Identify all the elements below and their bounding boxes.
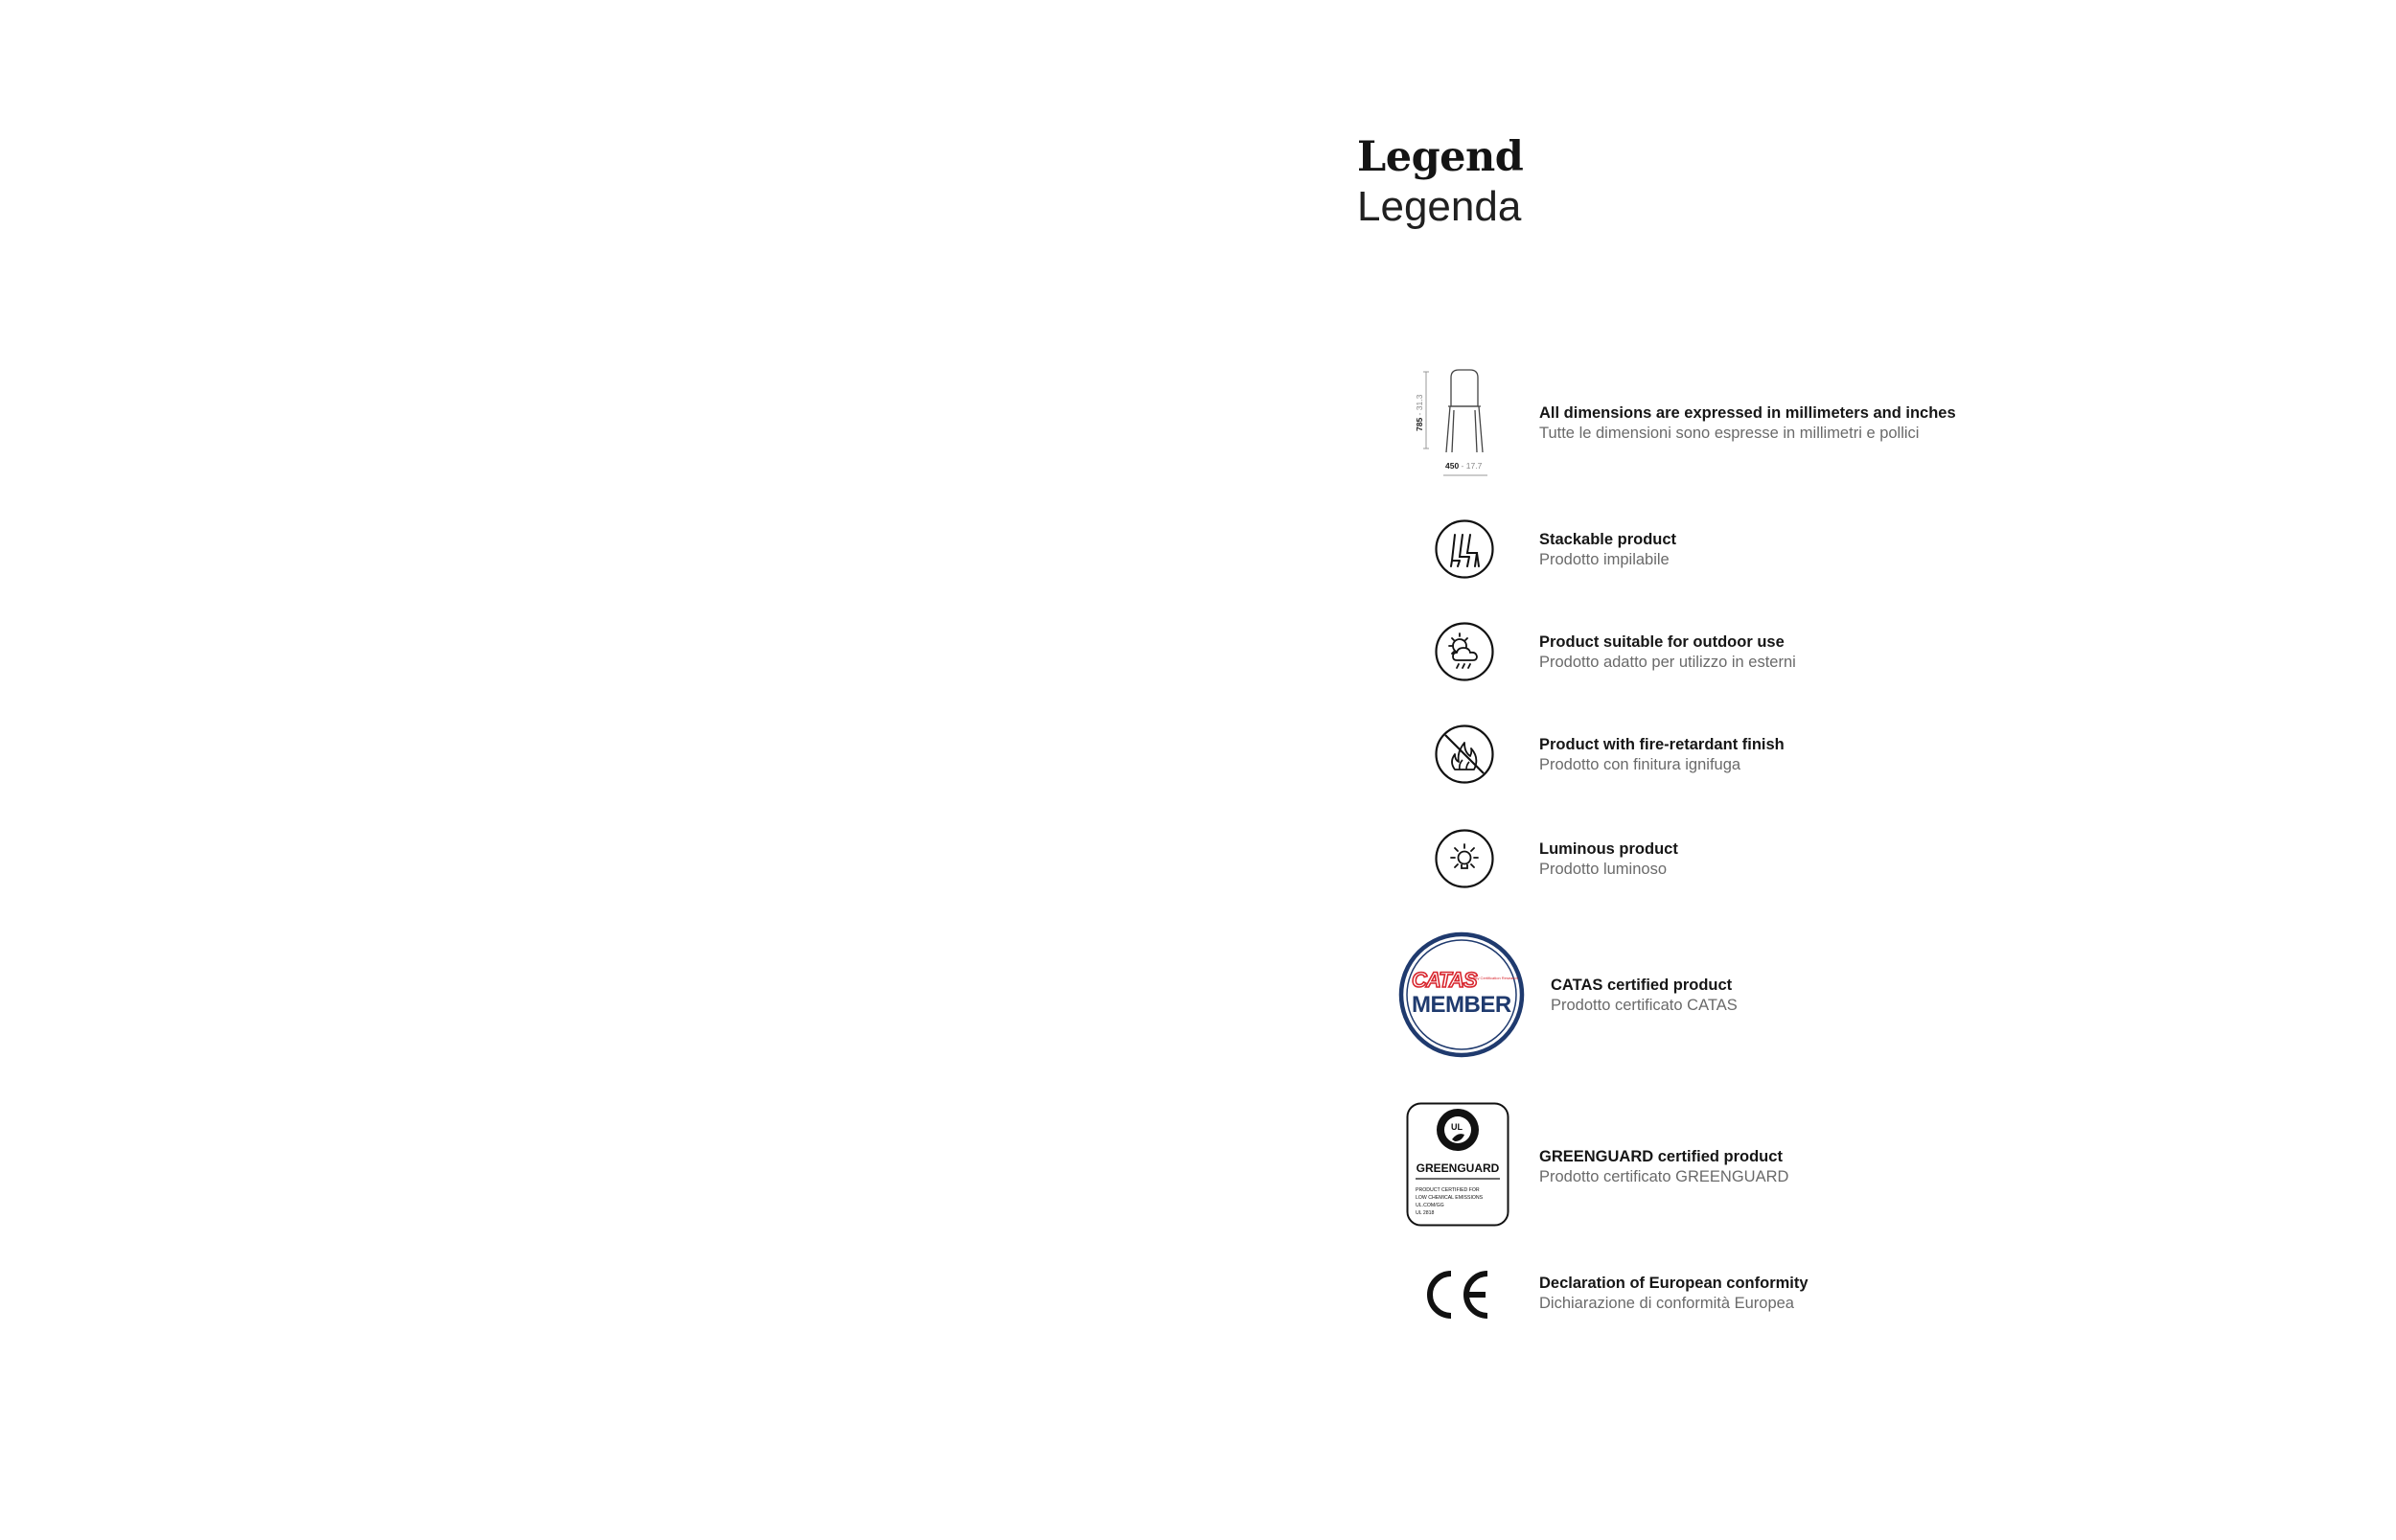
legend-item-label-it: Prodotto luminoso	[1539, 861, 1667, 878]
chair-dimensions-icon	[1407, 364, 1503, 479]
dimension-height-mm: 785	[1415, 417, 1424, 431]
legend-item-label-en: All dimensions are expressed in millimeters and inches	[1539, 404, 1956, 422]
legend-item-label-en: CATAS certified product	[1551, 977, 1733, 994]
legend-item-label-it: Prodotto adatto per utilizzo in esterni	[1539, 654, 1796, 671]
title-english: Legend	[1357, 133, 1524, 181]
greenguard-fine-print-3: UL.COM/GG	[1416, 1203, 1444, 1208]
catas-logo-text: CATAS	[1412, 968, 1477, 992]
legend-item-label-en: Product with fire-retardant finish	[1539, 736, 1785, 753]
page-title	[1357, 132, 1523, 232]
legend-item-outdoor	[1539, 632, 1796, 673]
legend-item-fire-retardant	[1539, 735, 1785, 775]
fire-retardant-icon	[1434, 724, 1495, 785]
catas-logo-tagline: Quality Certification Research	[1467, 976, 1518, 980]
dimension-width-mm: 450	[1445, 461, 1460, 471]
catas-member-logo	[1398, 931, 1525, 1058]
legend-item-label-it: Prodotto con finitura ignifuga	[1539, 756, 1741, 773]
legend-item-ce	[1539, 1274, 1809, 1314]
greenguard-name: GREENGUARD	[1416, 1161, 1500, 1175]
svg-text:450 - 17.7: 450 - 17.7	[1445, 461, 1483, 471]
legend-item-label-en: Luminous product	[1539, 840, 1678, 858]
dimension-height-in: 31.3	[1415, 394, 1424, 411]
legend-item-label-en: Declaration of European conformity	[1539, 1275, 1809, 1292]
legend-item-greenguard	[1539, 1147, 1788, 1187]
light-bulb-icon	[1434, 828, 1495, 889]
legend-item-label-it: Dichiarazione di conformità Europea	[1539, 1295, 1794, 1312]
ul-mark: UL	[1451, 1122, 1463, 1132]
legend-item-dimensions	[1539, 403, 1956, 444]
stackable-icon	[1434, 518, 1495, 580]
legend-item-label-it: Prodotto certificato CATAS	[1551, 997, 1738, 1014]
catas-logo-member: MEMBER	[1412, 992, 1511, 1018]
dimension-width-in: 17.7	[1465, 461, 1483, 471]
greenguard-fine-print-4: UL 2818	[1416, 1210, 1435, 1216]
legend-item-luminous	[1539, 839, 1678, 880]
legend-item-label-it: Prodotto impilabile	[1539, 551, 1670, 568]
svg-text:785 - 31.3: 785 - 31.3	[1415, 394, 1424, 431]
legend-item-label-en: GREENGUARD certified product	[1539, 1148, 1783, 1165]
title-italian: Legenda	[1357, 183, 1522, 230]
ce-mark-icon	[1420, 1268, 1493, 1322]
greenguard-fine-print-1: PRODUCT CERTIFIED FOR	[1416, 1187, 1480, 1193]
legend-item-label-en: Stackable product	[1539, 531, 1677, 548]
legend-item-stackable	[1539, 530, 1676, 570]
legend-item-label-it: Prodotto certificato GREENGUARD	[1539, 1168, 1789, 1185]
legend-item-label-en: Product suitable for outdoor use	[1539, 633, 1785, 651]
greenguard-fine-print-2: LOW CHEMICAL EMISSIONS	[1416, 1195, 1484, 1201]
legend-item-catas	[1551, 976, 1738, 1016]
greenguard-logo	[1406, 1102, 1509, 1227]
outdoor-weather-icon	[1434, 621, 1495, 682]
legend-item-label-it: Tutte le dimensioni sono espresse in millimetri e pollici	[1539, 425, 1920, 442]
